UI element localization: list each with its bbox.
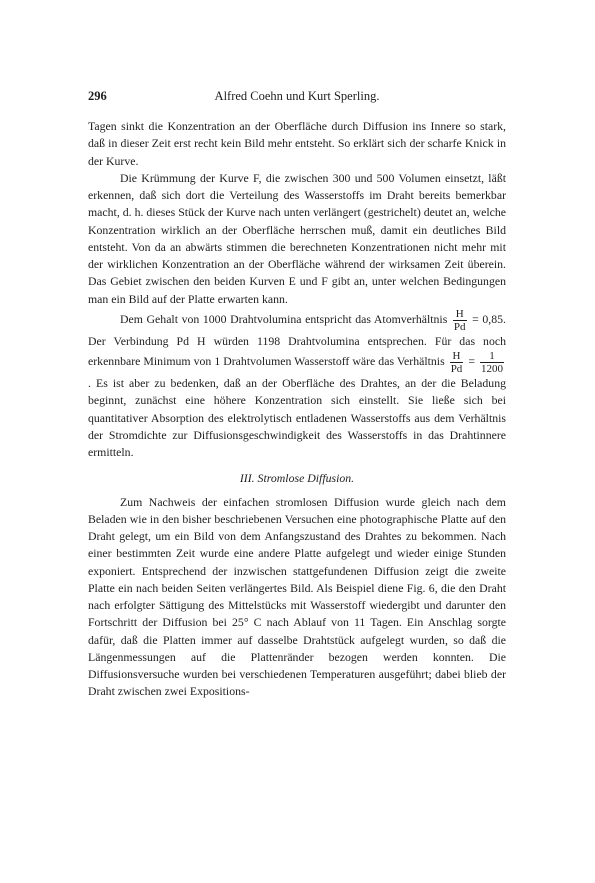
fraction-denominator: Pd xyxy=(450,363,463,375)
fraction-numerator: H xyxy=(450,350,464,363)
body-text xyxy=(88,118,506,701)
fraction-numerator: 1 xyxy=(480,350,504,363)
fraction-1-1200 xyxy=(480,350,504,375)
fraction-h-pd-1 xyxy=(453,308,467,333)
paragraph-4: Zum Nachweis der einfachen stromlosen Diffusion wurde gleich nach dem Beladen wie in den bisher beschriebenen Versuchen eine photographische Platte auf den Draht gelegt, um ein Bild von dem Anfangszustand des Drahtes zu bekommen. Nach einer bestimmten Zeit wurde eine andere Platte aufgelegt und wieder einige Stunden exponiert. Entsprechend der inzwischen stattgefundenen Diffusion zeigt die zweite Platte ein nach beiden Seiten verlängertes Bild. Als Beispiel diene Fig. 6, die den Draht nach erfolgter Sättigung des Mittelstücks mit Wasserstoff wiedergibt und darunter den Fortschritt der Diffusion bei 25° C nach Ablauf von 11 Tagen. Ein Anschlag sorgte dafür, daß die Platten immer auf dasselbe Drahtstück aufgelegt wurden, so daß die Längenmessungen auf die Plattenränder bezogen werden konnten. Die Diffusionsversuche wurden bei verschiedenen Temperaturen ausgeführt; dabei blieb der Draht zwischen zwei Expositions- xyxy=(88,494,506,699)
equals-sign: = xyxy=(468,354,475,369)
fraction-h-pd-2 xyxy=(450,350,464,375)
fraction-denominator: Pd xyxy=(453,320,466,333)
paragraph-3 xyxy=(88,308,506,462)
fraction-numerator: H xyxy=(453,308,467,321)
section-heading: III. Stromlose Diffusion. xyxy=(239,471,355,486)
paragraph-1: Tagen sinkt die Konzentration an der Oberfläche durch Diffusion ins Innere so stark, daß in dieser Zeit erst recht kein Bild mehr entsteht. So erklärt sich der scharfe Knick in der Kurve. xyxy=(88,119,506,168)
running-title: Alfred Coehn und Kurt Sperling. xyxy=(214,89,380,103)
paragraph-3-text-c: . Es ist aber zu bedenken, daß an der Oberfläche des Drahtes, an der die Beladung beginnt, zunächst eine höhere Konzentration sich einstellt. Sie ließe sich bei quantitativer Absorption des elektrolytisch entladenen Wasserstoffs aus dem Verhältnis der Stromdichte zur Diffusionsgeschwindigkeit des Wasserstoffs in das Drahtinnere ermitteln. xyxy=(88,376,506,459)
paragraph-3-text-a: Dem Gehalt von 1000 Drahtvolumina entspricht das Atomverhältnis xyxy=(120,311,448,326)
page-number: 296 xyxy=(88,89,107,103)
fraction-denominator: 1200 xyxy=(481,363,503,375)
paragraph-2: Die Krümmung der Kurve F, die zwischen 300 und 500 Volumen einsetzt, läßt erkennen, daß sich dort die Verteilung des Wasserstoffs im Draht bereits bemerkbar macht, d. h. dieses Stück der Kurve nach unten verlängert (gestrichelt) deutet an, welche Konzentration wirklich an der Oberfläche herrschen muß, damit ein deutliches Bild entsteht. Von da an abwärts stimmen die berechneten Konzentrationen nicht mehr mit der wirklichen Konzentration an der Oberfläche während der wirksamen Zeit überein. Das Gebiet zwischen den beiden Kurven E und F gibt an, unter welchen Bedingungen man ein Bild auf der Platte erwarten kann. xyxy=(88,170,506,306)
paragraph-3-text-b: = 0,85. Der Verbindung Pd H würden 1198 Drahtvolumina entsprechen. Für das noch erkennbare Minimum von 1 Drahtvolumen Wasserstoff wäre das Verhältnis xyxy=(88,311,507,369)
